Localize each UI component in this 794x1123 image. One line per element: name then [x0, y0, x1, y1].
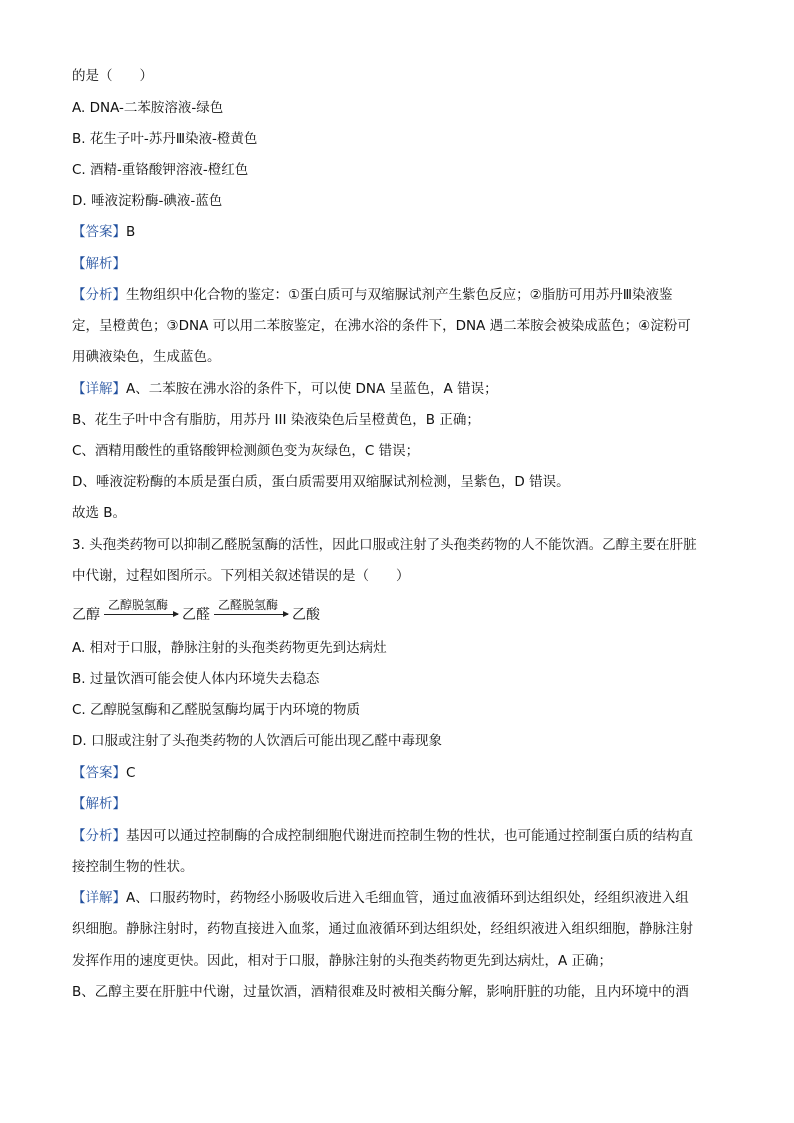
reaction-arrow — [104, 614, 178, 615]
detail-line: B、花生子叶中含有脂肪，用苏丹 III 染液染色后呈橙黄色，B 正确； — [72, 412, 480, 428]
metabolism-scheme — [72, 598, 332, 628]
analysis-line — [72, 285, 732, 305]
option-b: B. 花生子叶-苏丹Ⅲ染液-橙黄色 — [72, 131, 258, 147]
analysis-tag: 【分析】 — [72, 828, 126, 844]
analysis-heading: 【解析】 — [72, 796, 126, 812]
ethanol-label: 乙醇 — [72, 607, 100, 623]
question-3-stem: 3. 头孢类药物可以抑制乙醛脱氢酶的活性，因此口服或注射了头孢类药物的人不能饮酒。乙醇主要在肝脏 — [72, 537, 697, 553]
detail-line: 发挥作用的速度更快。因此，相对于口服，静脉注射的头孢类药物更先到达病灶，A 正确； — [72, 953, 613, 969]
option-b: B. 过量饮酒可能会使人体内环境失去稳态 — [72, 671, 320, 687]
analysis-line: 用碘液染色，生成蓝色。 — [72, 349, 221, 365]
enzyme2-label: 乙醛脱氢酶 — [218, 598, 279, 612]
detail-line: 织细胞。静脉注射时，药物直接进入血浆，通过血液循环到达组织处，经组织液进入组织细胞，静脉注射 — [72, 921, 693, 937]
detail-line: D、唾液淀粉酶的本质是蛋白质，蛋白质需要用双缩脲试剂检测，呈紫色，D 错误。 — [72, 474, 570, 490]
answer-value: C — [126, 765, 136, 781]
detail-line: C、酒精用酸性的重铬酸钾检测颜色变为灰绿色，C 错误； — [72, 443, 420, 459]
detail-line: B、乙醇主要在肝脏中代谢，过量饮酒，酒精很难及时被相关酶分解，影响肝脏的功能，且内环境中的酒 — [72, 984, 689, 1000]
conclusion-line: 故选 B。 — [72, 505, 127, 521]
analysis-tag: 【分析】 — [72, 287, 126, 303]
analysis-text: 生物组织中化合物的鉴定：①蛋白质可与双缩脲试剂产生紫色反应；②脂肪可用苏丹Ⅲ染液鉴 — [126, 287, 673, 303]
analysis-heading: 【解析】 — [72, 256, 126, 272]
option-a: A. DNA-二苯胺溶液-绿色 — [72, 100, 224, 116]
answer-value: B — [126, 224, 136, 240]
detail-text: A、口服药物时，药物经小肠吸收后进入毛细血管，通过血液循环到达组织处，经组织液进入组 — [126, 890, 689, 906]
answer-tag: 【答案】 — [72, 224, 126, 240]
detail-text: A、二苯胺在沸水浴的条件下，可以使 DNA 呈蓝色，A 错误； — [126, 381, 498, 397]
answer-line — [72, 222, 732, 242]
analysis-text: 基因可以通过控制酶的合成控制细胞代谢进而控制生物的性状，也可能通过控制蛋白质的结构直 — [126, 828, 693, 844]
analysis-line — [72, 826, 732, 846]
question-stem-end: 的是（ ） — [72, 68, 153, 84]
reaction-arrow — [214, 614, 288, 615]
question-3-stem: 中代谢，过程如图所示。下列相关叙述错误的是（ ） — [72, 568, 410, 584]
acetic-acid-label: 乙酸 — [292, 607, 320, 623]
option-d: D. 唾液淀粉酶-碘液-蓝色 — [72, 193, 223, 209]
acetaldehyde-label: 乙醛 — [182, 607, 210, 623]
answer-tag: 【答案】 — [72, 765, 126, 781]
detail-tag: 【详解】 — [72, 890, 126, 906]
detail-tag: 【详解】 — [72, 381, 126, 397]
answer-line — [72, 763, 732, 783]
detail-line — [72, 888, 732, 908]
analysis-line: 接控制生物的性状。 — [72, 859, 194, 875]
option-a: A. 相对于口服，静脉注射的头孢类药物更先到达病灶 — [72, 640, 387, 656]
option-c: C. 乙醇脱氢酶和乙醛脱氢酶均属于内环境的物质 — [72, 702, 361, 718]
analysis-line: 定，呈橙黄色；③DNA 可以用二苯胺鉴定，在沸水浴的条件下，DNA 遇二苯胺会被染成蓝色；④淀粉可 — [72, 318, 691, 334]
detail-line — [72, 379, 732, 399]
option-d: D. 口服或注射了头孢类药物的人饮酒后可能出现乙醛中毒现象 — [72, 733, 442, 749]
option-c: C. 酒精-重铬酸钾溶液-橙红色 — [72, 162, 249, 178]
enzyme1-label: 乙醇脱氢酶 — [108, 598, 169, 612]
